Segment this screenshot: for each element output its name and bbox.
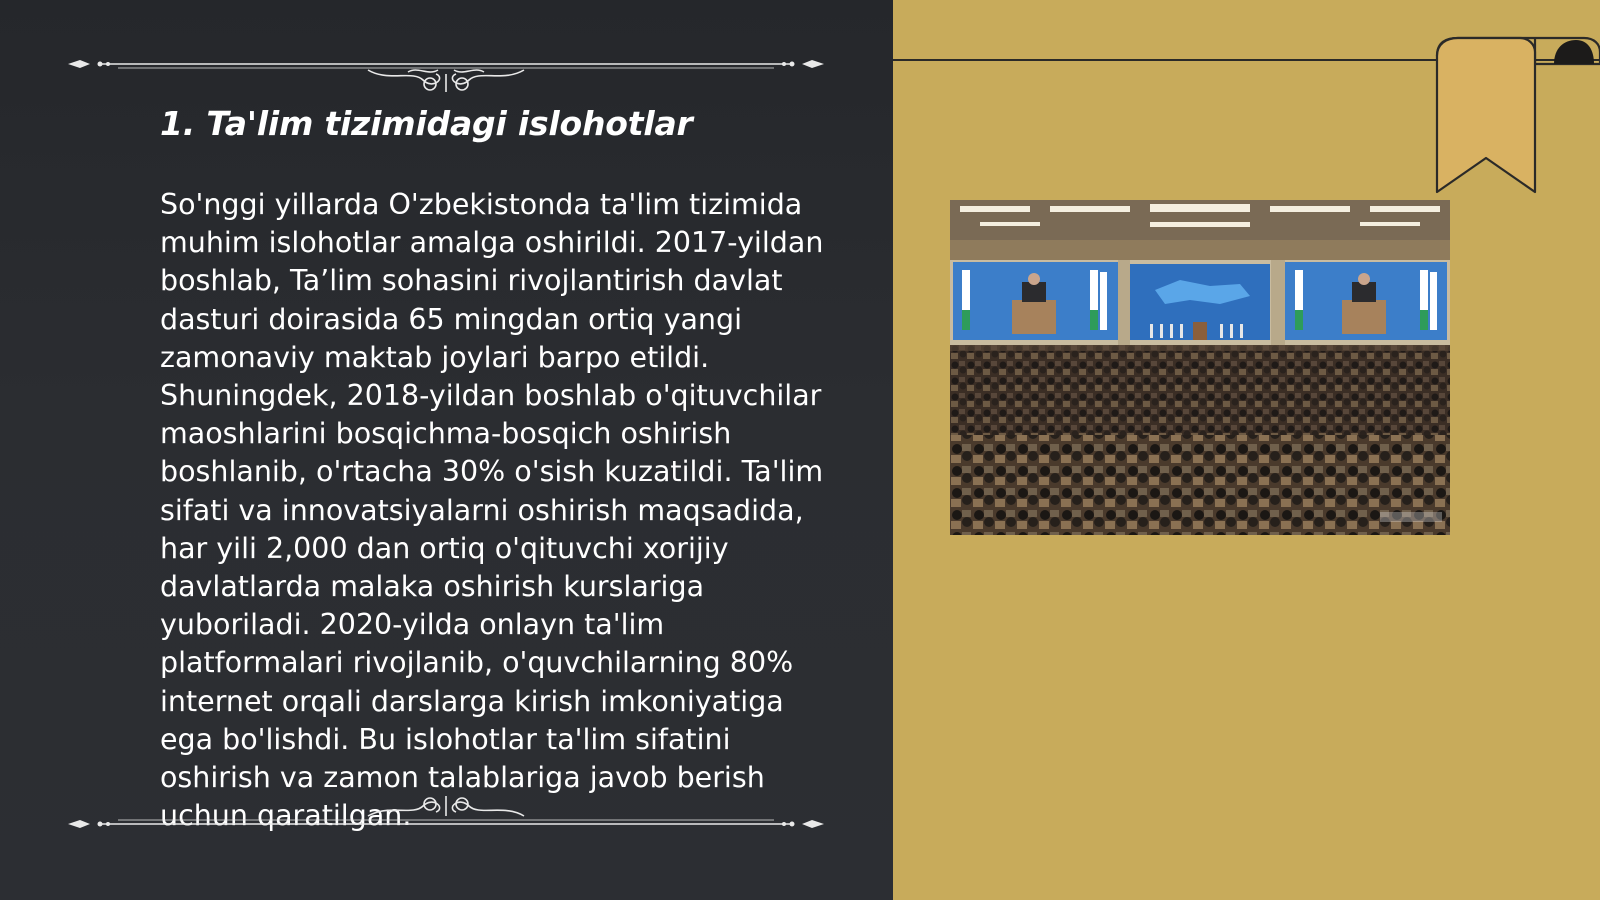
bottom-ornament-divider-icon [68,782,824,834]
top-ornament-divider-icon [68,40,824,92]
slide-title: 1. Ta'lim tizimidagi islohotlar [160,104,693,143]
bookmark-ribbon-icon [1430,34,1600,204]
event-photo [950,200,1450,535]
slide-body-paragraph: So'nggi yillarda O'zbekistonda ta'lim tizimida muhim islohotlar amalga oshirildi. 2017-yildan boshlab, Ta’lim sohasini rivojlantirish davlat dasturi doirasida 65 mingdan ortiq yangi zamonaviy maktab joylari barpo etildi. Shuningdek, 2018-yildan boshlab o'qituvchilar maoshlarini bosqichma-bosqich oshirish boshlanib, o'rtacha 30% o'sish kuzatildi. Ta'lim sifati va innovatsiyalarni oshirish maqsadida, har yili 2,000 dan ortiq o'qituvchi xorijiy davlatlarda malaka oshirish kurslariga yuboriladi. 2020-yilda onlayn ta'lim platformalari rivojlanib, o'quvchilarning 80% internet orqali darslarga kirish imkoniyatiga ega bo'lishdi. Bu islohotlar ta'lim sifatini oshirish va zamon talablariga javob berish uchun qaratilgan. [160,188,824,833]
